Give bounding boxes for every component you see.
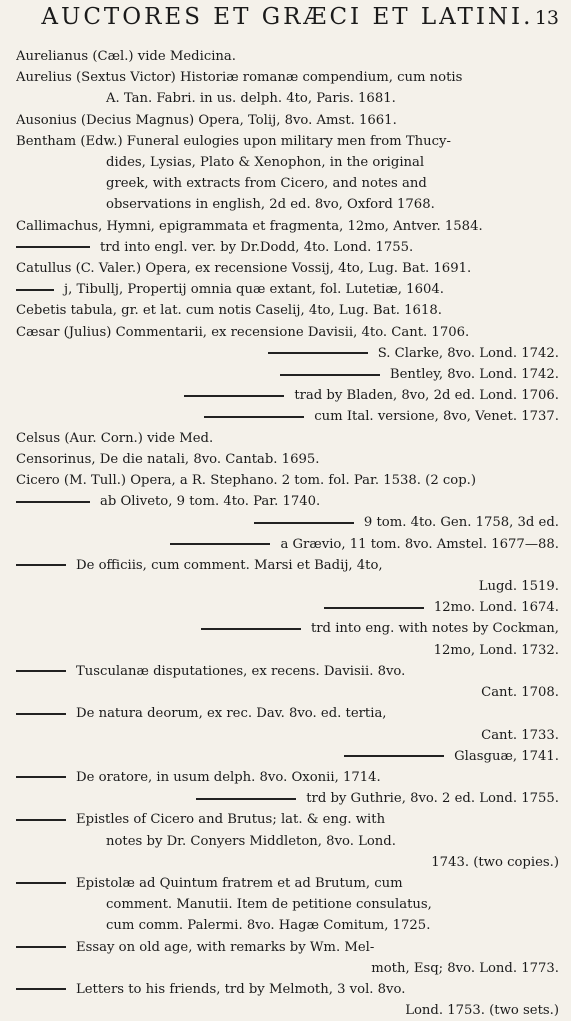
catalogue-entry — [16, 131, 559, 216]
entry-line — [16, 915, 559, 936]
catalogue-entry — [16, 512, 559, 533]
catalogue-entry — [16, 555, 559, 597]
entry-text: Celsus (Aur. Corn.) vide Med. — [16, 430, 214, 446]
entry-text: Cæsar (Julius) Commentarii, ex recensione Davisii, 4to. Cant. 1706. — [16, 324, 470, 340]
entry-line — [16, 979, 559, 1000]
entry-text: trad by Bladen, 8vo, 2d ed. Lond. 1706. — [294, 388, 559, 404]
page-number: 13 — [534, 7, 559, 29]
ditto-rule — [16, 819, 66, 821]
entry-text: Epistolæ ad Quintum fratrem et ad Brutum, cum — [76, 875, 403, 891]
catalogue-entry — [16, 470, 559, 491]
catalogue-entry — [16, 406, 559, 427]
ditto-rule — [16, 289, 54, 291]
catalogue-entry — [16, 364, 559, 385]
catalogue-entry — [16, 279, 559, 300]
catalogue-entry — [16, 937, 559, 979]
entry-text: Epistles of Cicero and Brutus; lat. & eng. with — [76, 812, 386, 828]
entry-line — [16, 173, 559, 194]
catalogue-entry — [16, 809, 559, 873]
ditto-rule — [344, 755, 444, 757]
entry-text: Tusculanæ disputationes, ex recens. Davisii. 8vo. — [76, 663, 406, 679]
entry-text: 9 tom. 4to. Gen. 1758, 3d ed. — [363, 515, 559, 531]
catalogue-entry — [16, 873, 559, 937]
entry-text: 12mo. Lond. 1674. — [433, 600, 559, 616]
entry-text: Essay on old age, with remarks by Wm. Mel- — [76, 939, 375, 955]
entry-text: trd by Guthrie, 8vo. 2 ed. Lond. 1755. — [306, 791, 559, 807]
ditto-rule — [196, 798, 296, 800]
catalogue-entry — [16, 46, 559, 67]
entry-text: dides, Lysias, Plato & Xenophon, in the original — [106, 155, 425, 171]
entry-line — [16, 852, 559, 873]
ditto-rule — [16, 670, 66, 672]
catalogue-entry — [16, 449, 559, 470]
entry-text: trd into eng. with notes by Cockman, — [310, 621, 559, 637]
entry-line — [16, 428, 559, 449]
entry-line — [16, 512, 559, 533]
entry-line — [16, 385, 559, 406]
entry-line — [16, 449, 559, 470]
ditto-rule — [16, 713, 66, 715]
entry-text: Letters to his friends, trd by Melmoth, 3 vol. 8vo. — [76, 981, 406, 997]
entry-text: Catullus (C. Valer.) Opera, ex recensione Vossij, 4to, Lug. Bat. 1691. — [16, 261, 472, 277]
ditto-rule — [16, 501, 90, 503]
entry-line — [16, 279, 559, 300]
entry-line — [16, 1000, 559, 1021]
entry-line — [16, 640, 559, 661]
catalogue-entry — [16, 491, 559, 512]
catalogue-entry — [16, 597, 559, 618]
entry-line — [16, 110, 559, 131]
page-title: AUCTORES ET GRÆCI ET LATINI. — [41, 4, 534, 30]
entry-line — [16, 534, 559, 555]
entry-line — [16, 216, 559, 237]
catalogue-entry — [16, 300, 559, 321]
catalogue-entry — [16, 534, 559, 555]
entry-line — [16, 88, 559, 109]
ditto-rule — [280, 374, 380, 376]
entry-line — [16, 152, 559, 173]
ditto-rule — [16, 246, 90, 248]
ditto-rule — [201, 628, 301, 630]
entry-line — [16, 237, 559, 258]
entry-line — [16, 576, 559, 597]
entry-text: greek, with extracts from Cicero, and notes and — [106, 176, 427, 192]
entry-text: Callimachus, Hymni, epigrammata et fragmenta, 12mo, Antver. 1584. — [16, 218, 483, 234]
entry-text: Lugd. 1519. — [478, 579, 559, 595]
entry-line — [16, 831, 559, 852]
entry-line — [16, 46, 559, 67]
entry-text: 1743. (two copies.) — [431, 854, 559, 870]
page-header — [40, 4, 559, 40]
entry-text: A. Tan. Fabri. in us. delph. 4to, Paris. 1681. — [106, 91, 396, 107]
entry-line — [16, 470, 559, 491]
entry-text: cum Ital. versione, 8vo, Venet. 1737. — [314, 409, 559, 425]
entry-text: Aurelius (Sextus Victor) Historiæ romanæ compendium, cum notis — [16, 70, 463, 86]
entry-line — [16, 767, 559, 788]
entry-text: a Grævio, 11 tom. 8vo. Amstel. 1677—88. — [280, 536, 559, 552]
catalogue-entry — [16, 703, 559, 745]
ditto-rule — [170, 543, 270, 545]
catalogue-entry — [16, 661, 559, 703]
entry-text: S. Clarke, 8vo. Lond. 1742. — [377, 345, 559, 361]
catalogue-entry — [16, 322, 559, 343]
entry-text: notes by Dr. Conyers Middleton, 8vo. Lond. — [106, 833, 396, 849]
ditto-rule — [268, 352, 368, 354]
entry-line — [16, 67, 559, 88]
entry-line — [16, 131, 559, 152]
entry-text: Aurelianus (Cæl.) vide Medicina. — [16, 49, 236, 64]
entry-line — [16, 703, 559, 724]
entry-line — [16, 597, 559, 618]
catalogue-entry — [16, 767, 559, 788]
ditto-rule — [254, 522, 354, 524]
catalogue-entry — [16, 618, 559, 660]
catalogue-entry — [16, 788, 559, 809]
catalogue-entry — [16, 343, 559, 364]
entry-text: Censorinus, De die natali, 8vo. Cantab. 1695. — [16, 451, 320, 467]
catalogue-entry — [16, 258, 559, 279]
catalogue-entry — [16, 216, 559, 237]
entry-line — [16, 491, 559, 512]
entry-line — [16, 300, 559, 321]
entry-text: Cant. 1733. — [481, 727, 559, 743]
entry-text: moth, Esq; 8vo. Lond. 1773. — [371, 960, 559, 976]
catalogue-entries — [16, 46, 559, 1021]
entry-text: Glasguæ, 1741. — [454, 748, 559, 764]
ditto-rule — [16, 946, 66, 948]
entry-line — [16, 343, 559, 364]
ditto-rule — [16, 776, 66, 778]
catalogue-entry — [16, 110, 559, 131]
entry-text: j, Tibullj, Propertij omnia quæ extant, fol. Lutetiæ, 1604. — [64, 282, 444, 298]
entry-line — [16, 958, 559, 979]
entry-line — [16, 322, 559, 343]
entry-text: De natura deorum, ex rec. Dav. 8vo. ed. tertia, — [76, 706, 387, 722]
entry-text: trd into engl. ver. by Dr.Dodd, 4to. Lond. 1755. — [100, 239, 414, 255]
ditto-rule — [184, 395, 284, 397]
entry-line — [16, 746, 559, 767]
entry-line — [16, 258, 559, 279]
ditto-rule — [324, 607, 424, 609]
entry-text: De oratore, in usum delph. 8vo. Oxonii, 1714. — [76, 769, 381, 785]
entry-line — [16, 809, 559, 830]
entry-line — [16, 618, 559, 639]
entry-line — [16, 937, 559, 958]
catalogue-entry — [16, 237, 559, 258]
entry-text: Ausonius (Decius Magnus) Opera, Tolij, 8vo. Amst. 1661. — [16, 112, 397, 128]
ditto-rule — [204, 416, 304, 418]
entry-text: De officiis, cum comment. Marsi et Badij, 4to, — [76, 557, 383, 573]
entry-line — [16, 555, 559, 576]
entry-text: Cebetis tabula, gr. et lat. cum notis Caselij, 4to, Lug. Bat. 1618. — [16, 303, 442, 319]
entry-line — [16, 894, 559, 915]
entry-text: observations in english, 2d ed. 8vo, Oxford 1768. — [106, 197, 435, 213]
catalogue-entry — [16, 746, 559, 767]
entry-text: ab Oliveto, 9 tom. 4to. Par. 1740. — [100, 494, 321, 510]
entry-line — [16, 788, 559, 809]
entry-text: Bentley, 8vo. Lond. 1742. — [389, 367, 559, 383]
entry-line — [16, 661, 559, 682]
entry-text: Bentham (Edw.) Funeral eulogies upon military men from Thucy- — [16, 133, 451, 149]
entry-text: comment. Manutii. Item de petitione consulatus, — [106, 897, 432, 913]
entry-line — [16, 194, 559, 215]
entry-line — [16, 725, 559, 746]
entry-line — [16, 873, 559, 894]
entry-text: 12mo, Lond. 1732. — [433, 642, 559, 658]
entry-text: Lond. 1753. (two sets.) — [405, 1003, 559, 1019]
catalogue-entry — [16, 385, 559, 406]
ditto-rule — [16, 988, 66, 990]
catalogue-entry — [16, 67, 559, 109]
entry-line — [16, 682, 559, 703]
entry-text: cum comm. Palermi. 8vo. Hagæ Comitum, 1725. — [106, 918, 431, 934]
ditto-rule — [16, 882, 66, 884]
entry-line — [16, 406, 559, 427]
entry-text: Cant. 1708. — [481, 685, 559, 701]
ditto-rule — [16, 564, 66, 566]
entry-text: Cicero (M. Tull.) Opera, a R. Stephano. 2 tom. fol. Par. 1538. (2 cop.) — [16, 473, 477, 489]
entry-line — [16, 364, 559, 385]
catalogue-entry — [16, 428, 559, 449]
